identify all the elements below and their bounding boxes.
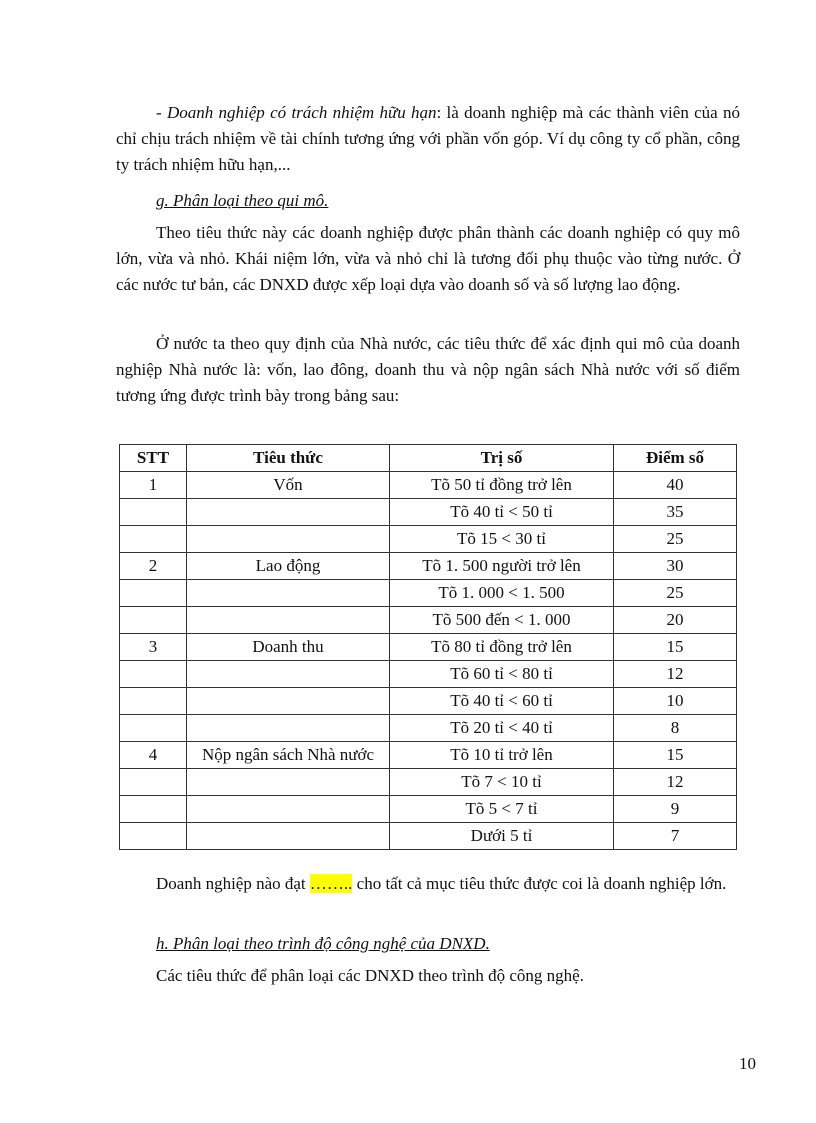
cell-score: 25 xyxy=(614,580,737,607)
paragraph-large-enterprise xyxy=(116,871,740,897)
cell-value: Tõ 5 < 7 tỉ xyxy=(390,796,614,823)
term-llc: Doanh nghiệp có trách nhiệm hữu hạn xyxy=(166,103,437,122)
cell-score: 8 xyxy=(614,715,737,742)
large-enterprise-text-after: cho tất cả mục tiêu thức được coi là doanh nghiệp lớn. xyxy=(352,874,727,893)
cell-value: Tõ 15 < 30 tỉ xyxy=(390,526,614,553)
cell-criteria xyxy=(187,688,390,715)
cell-value: Tõ 1. 000 < 1. 500 xyxy=(390,580,614,607)
cell-stt xyxy=(120,769,187,796)
cell-stt xyxy=(120,580,187,607)
header-value: Trị số xyxy=(390,445,614,472)
large-enterprise-text-before: Doanh nghiệp nào đạt xyxy=(156,874,310,893)
table-row xyxy=(120,526,737,553)
cell-value: Tõ 7 < 10 tỉ xyxy=(390,769,614,796)
paragraph-scale-criteria: Theo tiêu thức này các doanh nghiệp được phân thành các doanh nghiệp có quy mô lớn, vừa và nhỏ. Khái niệm lớn, vừa và nhỏ chỉ là tương đối phụ thuộc vào từng nước. Ở các nước tư bản, các DNXD được xếp loại dựa vào doanh số và số lượng lao động. xyxy=(116,223,740,294)
cell-score: 40 xyxy=(614,472,737,499)
cell-stt: 3 xyxy=(120,634,187,661)
table-row xyxy=(120,607,737,634)
heading-h-technology-classification: h. Phân loại theo trình độ công nghệ của DNXD. xyxy=(156,934,490,953)
cell-criteria xyxy=(187,607,390,634)
dash: - xyxy=(156,103,167,122)
cell-value: Tõ 1. 500 người trở lên xyxy=(390,553,614,580)
paragraph-technology-criteria: Các tiêu thức để phân loại các DNXD theo trình độ công nghệ. xyxy=(156,966,584,985)
cell-criteria: Nộp ngân sách Nhà nước xyxy=(187,742,390,769)
table-row xyxy=(120,553,737,580)
scale-criteria-table xyxy=(119,444,737,850)
cell-score: 9 xyxy=(614,796,737,823)
cell-value: Tõ 10 tỉ trở lên xyxy=(390,742,614,769)
cell-value: Tõ 20 tỉ < 40 tỉ xyxy=(390,715,614,742)
header-stt: STT xyxy=(120,445,187,472)
highlighted-blank: …….. xyxy=(309,874,353,893)
cell-score: 7 xyxy=(614,823,737,850)
cell-stt xyxy=(120,661,187,688)
cell-criteria xyxy=(187,499,390,526)
cell-criteria xyxy=(187,580,390,607)
header-criteria: Tiêu thức xyxy=(187,445,390,472)
cell-value: Tõ 40 tỉ < 60 tỉ xyxy=(390,688,614,715)
cell-score: 10 xyxy=(614,688,737,715)
cell-value: Tõ 60 tỉ < 80 tỉ xyxy=(390,661,614,688)
cell-criteria: Lao động xyxy=(187,553,390,580)
cell-criteria xyxy=(187,769,390,796)
cell-criteria xyxy=(187,661,390,688)
cell-score: 12 xyxy=(614,769,737,796)
cell-stt xyxy=(120,796,187,823)
cell-stt xyxy=(120,526,187,553)
page-number: 10 xyxy=(739,1054,756,1073)
cell-criteria xyxy=(187,715,390,742)
cell-value: Tõ 40 tỉ < 50 tỉ xyxy=(390,499,614,526)
cell-stt: 4 xyxy=(120,742,187,769)
cell-score: 15 xyxy=(614,634,737,661)
cell-stt xyxy=(120,688,187,715)
cell-criteria: Vốn xyxy=(187,472,390,499)
cell-stt: 1 xyxy=(120,472,187,499)
cell-score: 35 xyxy=(614,499,737,526)
cell-value: Tõ 500 đến < 1. 000 xyxy=(390,607,614,634)
heading-g-scale-classification: g. Phân loại theo qui mô. xyxy=(156,191,329,210)
cell-criteria: Doanh thu xyxy=(187,634,390,661)
llc-definition-text: : là doanh nghiệp mà các thành viên của nó chỉ chịu trách nhiệm về tài chính tương ứng với phần vốn góp. Ví dụ công ty cổ phần, công ty trách nhiệm hữu hạn,... xyxy=(116,103,741,174)
table-row xyxy=(120,715,737,742)
table-row xyxy=(120,742,737,769)
cell-stt xyxy=(120,823,187,850)
table-row xyxy=(120,823,737,850)
cell-criteria xyxy=(187,526,390,553)
cell-criteria xyxy=(187,823,390,850)
table-row xyxy=(120,472,737,499)
paragraph-state-regulation: Ở nước ta theo quy định của Nhà nước, các tiêu thức để xác định qui mô của doanh nghiệp Nhà nước là: vốn, lao đông, doanh thu và nộp ngân sách Nhà nước với số điểm tương ứng được trình bày trong bảng sau: xyxy=(116,334,740,405)
cell-stt xyxy=(120,607,187,634)
table-row xyxy=(120,499,737,526)
cell-stt xyxy=(120,715,187,742)
cell-value: Tõ 50 tỉ đồng trở lên xyxy=(390,472,614,499)
table-row xyxy=(120,661,737,688)
cell-score: 30 xyxy=(614,553,737,580)
cell-score: 20 xyxy=(614,607,737,634)
table-row xyxy=(120,580,737,607)
header-score: Điểm số xyxy=(614,445,737,472)
table-row xyxy=(120,796,737,823)
cell-score: 12 xyxy=(614,661,737,688)
cell-stt: 2 xyxy=(120,553,187,580)
table-row xyxy=(120,634,737,661)
paragraph-llc-definition xyxy=(116,100,740,178)
table-header-row xyxy=(120,445,737,472)
cell-value: Tõ 80 tỉ đồng trở lên xyxy=(390,634,614,661)
cell-criteria xyxy=(187,796,390,823)
cell-value: Dưới 5 tỉ xyxy=(390,823,614,850)
cell-stt xyxy=(120,499,187,526)
table-row xyxy=(120,769,737,796)
cell-score: 25 xyxy=(614,526,737,553)
cell-score: 15 xyxy=(614,742,737,769)
table-row xyxy=(120,688,737,715)
